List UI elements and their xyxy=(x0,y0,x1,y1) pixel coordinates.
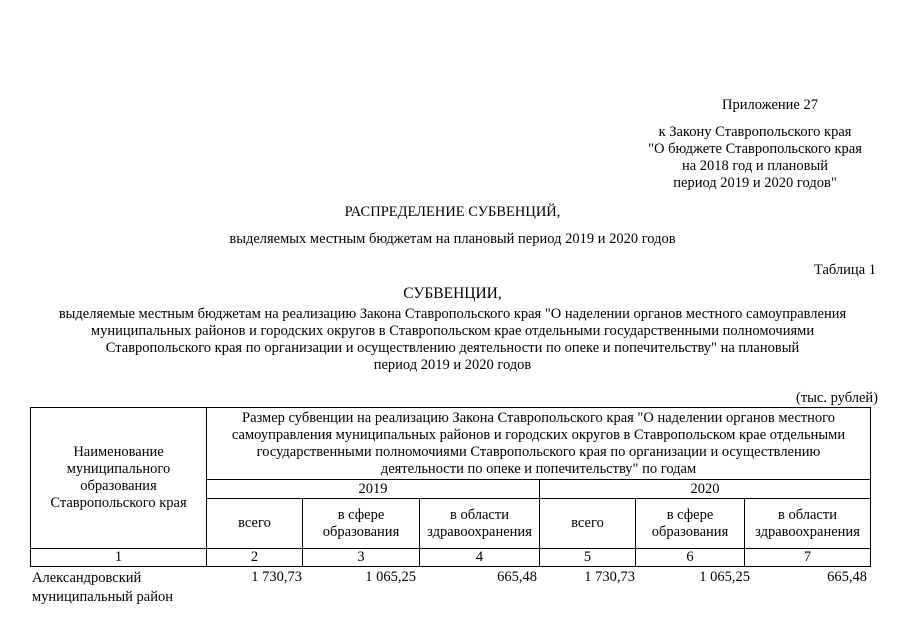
value-2020-health: 665,48 xyxy=(827,569,867,585)
value-2020-total: 1 730,73 xyxy=(584,569,635,585)
column-number: 5 xyxy=(540,549,636,567)
education-header-line: образования xyxy=(322,523,400,540)
law-ref-line: "О бюджете Ставропольского края xyxy=(648,141,862,157)
subsidy-desc-line: период 2019 и 2020 годов xyxy=(373,357,532,373)
law-ref-line: на 2018 год и плановый xyxy=(681,158,829,174)
subsidy-table xyxy=(30,407,871,567)
appendix-number: Приложение 27 xyxy=(722,97,818,113)
health-header-line: в области xyxy=(450,506,509,523)
year-header-2019: 2019 xyxy=(207,480,540,499)
subsidy-desc-line: муниципальных районов и городских округов в Ставропольском крае отдельными государственными полномочиями xyxy=(90,323,815,339)
table-row xyxy=(30,568,882,604)
name-column-header xyxy=(31,408,207,549)
health-header xyxy=(745,499,871,549)
column-number: 7 xyxy=(745,549,871,567)
name-header-line: Наименование xyxy=(73,444,164,460)
law-ref-line: период 2019 и 2020 годов" xyxy=(673,175,837,191)
subsidy-title: СУБВЕНЦИИ, xyxy=(403,285,502,302)
units-label: (тыс. рублей) xyxy=(796,390,878,406)
column-number: 6 xyxy=(636,549,745,567)
size-header-line: Размер субвенции на реализацию Закона Ставропольского края "О наделении органов местного xyxy=(242,409,835,426)
subsidy-description xyxy=(20,306,885,374)
health-header xyxy=(420,499,540,549)
column-number: 3 xyxy=(303,549,420,567)
size-header-line: государственными полномочиями Ставропольского края по организации и осуществлению xyxy=(256,443,821,460)
education-header-line: образования xyxy=(651,523,729,540)
column-number: 2 xyxy=(207,549,303,567)
table-body xyxy=(30,568,882,604)
name-header-line: муниципального xyxy=(66,461,171,477)
municipality-name xyxy=(32,569,212,607)
size-header-line: самоуправления муниципальных районов и городских округов в Ставропольском крае отдельными xyxy=(231,426,846,443)
total-header: всего xyxy=(540,499,636,549)
value-2020-education: 1 065,25 xyxy=(699,569,750,585)
value-2019-health: 665,48 xyxy=(497,569,537,585)
law-ref-line: к Закону Ставропольского края xyxy=(658,124,852,140)
health-header-line: в области xyxy=(778,506,837,523)
name-header-line: Ставропольского края xyxy=(50,495,187,511)
year-header-2020: 2020 xyxy=(540,480,871,499)
main-subtitle: выделяемых местным бюджетам на плановый период 2019 и 2020 годов xyxy=(229,231,676,247)
main-title: РАСПРЕДЕЛЕНИЕ СУБВЕНЦИЙ, xyxy=(344,204,561,220)
column-number: 4 xyxy=(420,549,540,567)
column-number: 1 xyxy=(31,549,207,567)
law-reference xyxy=(625,124,885,192)
education-header xyxy=(636,499,745,549)
municipality-name-line: Александровский xyxy=(32,570,142,586)
size-header-line: деятельности по опеке и попечительству" по годам xyxy=(380,460,697,477)
health-header-line: здравоохранения xyxy=(755,523,860,540)
education-header-line: в сфере xyxy=(337,506,385,523)
education-header xyxy=(303,499,420,549)
size-column-header xyxy=(207,408,871,480)
municipality-name-line: муниципальный район xyxy=(32,589,173,605)
table-label: Таблица 1 xyxy=(813,262,876,278)
total-header: всего xyxy=(207,499,303,549)
subsidy-desc-line: выделяемые местным бюджетам на реализацию Закона Ставропольского края "О наделении органов местного самоуправления xyxy=(58,306,847,322)
subsidy-desc-line: Ставропольского края по организации и осуществлению деятельности по опеке и попечительству" на плановый xyxy=(105,340,800,356)
value-2019-total: 1 730,73 xyxy=(251,569,302,585)
health-header-line: здравоохранения xyxy=(427,523,532,540)
value-2019-education: 1 065,25 xyxy=(365,569,416,585)
name-header-line: образования xyxy=(80,478,157,494)
education-header-line: в сфере xyxy=(666,506,714,523)
